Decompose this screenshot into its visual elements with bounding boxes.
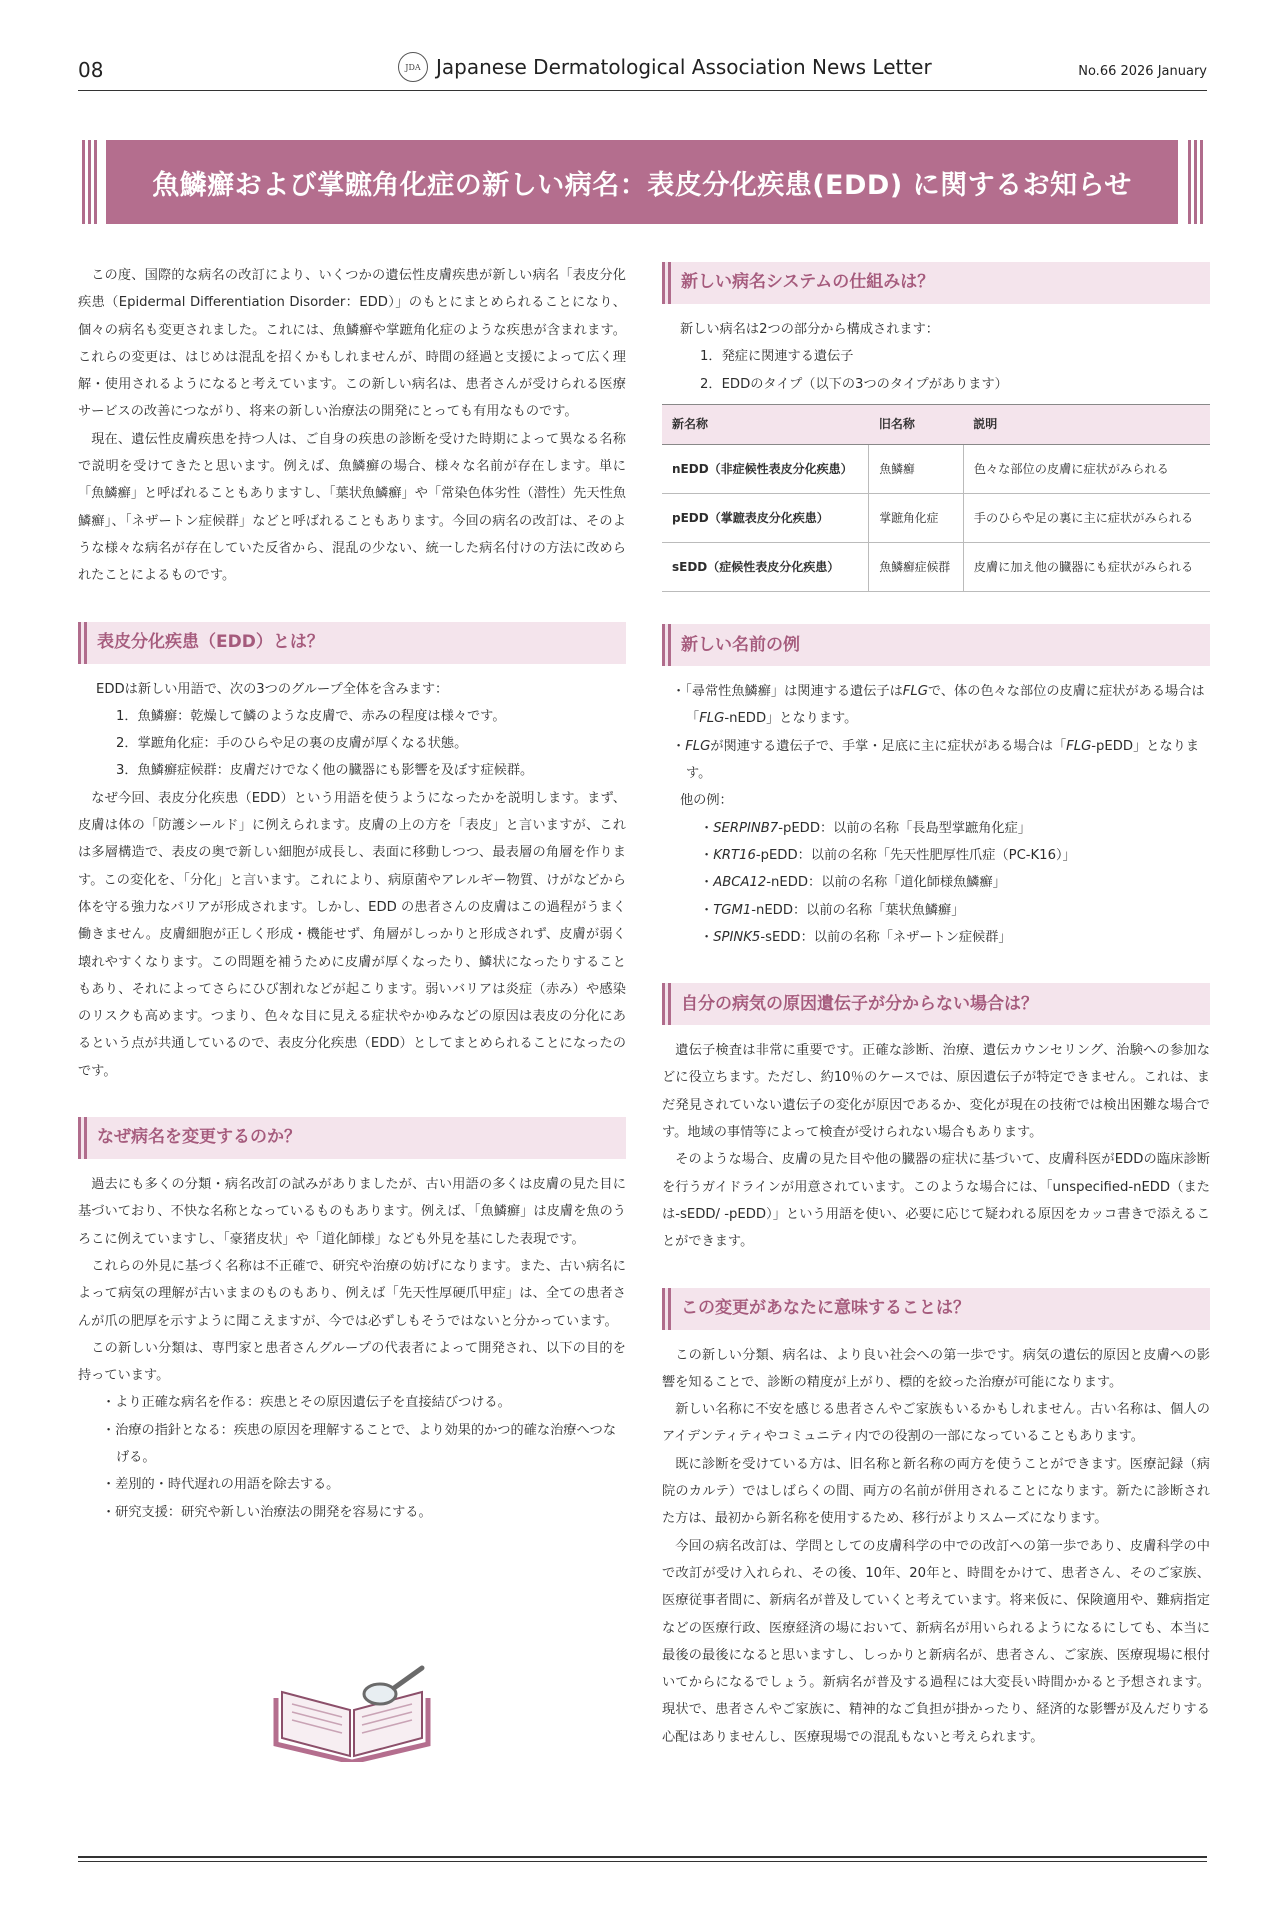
intro-paragraph: 現在、遺伝性皮膚疾患を持つ人は、ご自身の疾患の診断を受けた時期によって異なる名称で説明を受けてきたと思います。例えば、魚鱗癬の場合、様々な名前が存在します。単に「魚鱗癬」と呼ばれることもありますし、「葉状魚鱗癬」や「常染色体劣性（潜性）先天性魚鱗癬」、「ネザートン症候群」などと呼ばれることもあります。今回の病名の改訂は、そのような様々な病名が存在していた反省から、混乱の少ない、統一した病名付けの方法に改められたことによるものです。 [78,431,626,584]
table-cell: 掌蹠角化症 [869,494,963,543]
table-cell: 魚鱗癬 [869,445,963,494]
body-paragraph: なぜ今回、表皮分化疾患（EDD）という用語を使うようになったかを説明します。まず、皮膚は体の「防護シールド」に例えられます。皮膚の上の方を「表皮」と言いますが、これは多層構造で、表皮の奥で新しい細胞が成長し、表面に移動しつつ、最表層の角層を作ります。この変化を、「分化」と言います。これにより、病原菌やアレルギー物質、けがなどから体を守る強力なバリアが形成されます。しかし、EDD の患者さんの皮膚はこの過程がうまく働きません。皮膚細胞が正しく形成・機能せず、角層がしっかりと形成されず、皮膚が弱く壊れやすくなります。この問題を補うために皮膚が厚くなったり、鱗状になったりすることもあり、それによってさらにひび割れなどが起こります。弱いバリアは炎症（赤み）や感染のリスクも高めます。つまり、色々な目に見える症状やかゆみなどの原因は表皮の分化にあるという点が共通しているので、表皮分化疾患（EDD）としてまとめられることになったのです。 [78,790,626,1079]
body-paragraph: そのような場合、皮膚の見た目や他の臓器の症状に基づいて、皮膚科医がEDDの臨床診断を行うガイドラインが用意されています。このような場合には、「unspecified-nEDD（または-sEDD/ -pEDD）」という用語を使い、必要に応じて疑われる原因をカッコ書きで添えることができます。 [662,1152,1210,1250]
list-item: 2．掌蹠角化症：手のひらや足の裏の皮膚が厚くなる状態。 [116,736,468,752]
left-column [78,262,626,1526]
open-book-icon [262,1652,442,1762]
issue-label: No.66 2026 January [1078,64,1207,79]
section-title: 自分の病気の原因遺伝子が分からない場合は？ [681,993,1038,1014]
body-paragraph: 遺伝子検査は非常に重要です。正確な診断、治療、遺伝カウンセリング、治験への参加などに役立ちます。ただし、約10％のケースでは、原因遺伝子が特定できません。これは、まだ発見されていない遺伝子の変化が原因であるか、変化が現在の技術では検出困難な場合です。地域の事情等によって検査が受けられない場合もあります。 [662,1043,1210,1141]
section-title: なぜ病名を変更するのか？ [97,1127,301,1148]
table-cell: 皮膚に加え他の臓器にも症状がみられる [963,543,1210,592]
column-header: 新名称 [662,404,869,444]
table-cell: 手のひらや足の裏に主に症状がみられる [963,494,1210,543]
section-lead: EDDは新しい用語で、次の3つのグループ全体を含みます： [96,681,449,697]
page-number: 08 [78,58,104,82]
right-column [662,262,1210,1751]
example-item: ・TGM1-nEDD：以前の名称「葉状魚鱗癬」 [700,902,965,918]
list-item: 1．魚鱗癬：乾燥して鱗のような皮膚で、赤みの程度は様々です。 [116,708,506,724]
bullet-item: ・研究支援：研究や新しい治療法の開発を容易にする。 [102,1504,432,1520]
edd-type-table [662,404,1210,592]
header-rule [78,90,1207,91]
example-item: ・SERPINB7-pEDD：以前の名称「長島型掌蹠角化症」 [700,820,1031,836]
table-header-row [662,404,1210,444]
section-header-unknown-gene [662,983,1210,1025]
table-row [662,494,1210,543]
banner-stripes-left [78,140,100,224]
table-cell: 色々な部位の皮膚に症状がみられる [963,445,1210,494]
newsletter-title: Japanese Dermatological Association News Letter [436,55,932,79]
section-header-naming-system [662,262,1210,304]
section-header-what-it-means [662,1288,1210,1330]
body-paragraph: 既に診断を受けている方は、旧名称と新名称の両方を使うことができます。医療記録（病院のカルテ）ではしばらくの間、両方の名前が併用されることになります。新たに診断された方は、最初から新名称を使用するため、移行がよりスムーズになります。 [662,1456,1210,1527]
section-header-edd [78,622,626,664]
body-paragraph: 新しい名称に不安を感じる患者さんやご家族もいるかもしれません。古い名称は、個人のアイデンティティやコミュニティ内での役割の一部になっていることもあります。 [662,1402,1210,1445]
body-paragraph: これらの外見に基づく名称は不正確で、研究や治療の妨げになります。また、古い病名によって病気の理解が古いままのものもあり、例えば「先天性厚硬爪甲症」は、全ての患者さんが爪の肥厚を示すように聞こえますが、今では必ずしもそうではないと分かっています。 [78,1258,626,1329]
footer-rule [78,1856,1207,1858]
other-examples-label: 他の例： [680,793,733,809]
jda-logo-icon: JDA [398,52,428,82]
column-header: 説明 [963,404,1210,444]
bullet-item: ・差別的・時代遅れの用語を除去する。 [102,1477,340,1493]
table-cell: 魚鱗癬症候群 [869,543,963,592]
bullet-item: ・FLGが関連する遺伝子で、手掌・足底に主に症状がある場合は「FLG-pEDD」となります。 [672,738,1200,782]
section-title: 表皮分化疾患（EDD）とは？ [97,631,324,652]
body-paragraph: この新しい分類、病名は、より良い社会への第一歩です。病気の遺伝的原因と皮膚への影響を知ることで、診断の精度が上がり、標的を絞った治療が可能になります。 [662,1347,1210,1390]
body-paragraph: この新しい分類は、専門家と患者さんグループの代表者によって開発され、以下の目的を持っています。 [78,1340,626,1384]
section-title: この変更があなたに意味することは？ [681,1297,970,1318]
section-title: 新しい名前の例 [681,634,800,655]
table-cell: sEDD（症候性表皮分化疾患） [662,543,869,592]
article-banner [78,140,1206,224]
body-paragraph: 今回の病名改訂は、学問としての皮膚科学の中での改訂への第一歩であり、皮膚科学の中で改訂が受け入れられ、その後、10年、20年と、時間をかけて、患者さん、そのご家族、医療従事者間に、新病名が普及していくと考えています。将来仮に、保険適用や、難病指定などの医療行政、医療経済の場において、新病名が用いられるようになるにしても、本当に最後の最後になると思いますし、しっかりと新病名が、患者さん、ご家族、医療現場に根付いてからになるでしょう。新病名が普及する過程には大変長い時間かかると予想されます。現状で、患者さんやご家族に、精神的なご負担が掛かったり、経済的な影響が及んだりする心配はありませんし、医療現場での混乱もないと考えられます。 [662,1538,1210,1745]
footer-rule [78,1861,1207,1862]
page-header [78,52,1207,88]
table-row [662,543,1210,592]
list-item: 3．魚鱗癬症候群：皮膚だけでなく他の臓器にも影響を及ぼす症候群。 [116,763,534,779]
banner-stripes-right [1184,140,1206,224]
section-header-name-examples [662,624,1210,666]
banner-main [106,140,1178,224]
list-item: 2．EDDのタイプ（以下の3つのタイプがあります） [700,376,1008,392]
section-header-why-change [78,1117,626,1159]
bullet-item: ・より正確な病名を作る：疾患とその原因遺伝子を直接結びつける。 [102,1395,511,1411]
column-header: 旧名称 [869,404,963,444]
bullet-item: ・治療の指針となる：疾患の原因を理解することで、より効果的かつ的確な治療へつなげる。 [102,1422,617,1465]
article-title: 魚鱗癬および掌蹠角化症の新しい病名：表皮分化疾患(EDD) に関するお知らせ [152,169,1132,201]
example-item: ・ABCA12-nEDD：以前の名称「道化師様魚鱗癬」 [700,875,1006,891]
table-cell: nEDD（非症候性表皮分化疾患） [662,445,869,494]
example-item: ・KRT16-pEDD：以前の名称「先天性肥厚性爪症（PC-K16）」 [700,847,1076,863]
list-item: 1．発症に関連する遺伝子 [700,349,854,365]
bullet-item: ・「尋常性魚鱗癬」は関連する遺伝子はFLGで、体の色々な部位の皮膚に症状がある場合は「FLG-nEDD」となります。 [672,684,1205,727]
table-cell: pEDD（掌蹠表皮分化疾患） [662,494,869,543]
example-item: ・SPINK5-sEDD：以前の名称「ネザートン症候群」 [700,929,1012,945]
section-lead: 新しい病名は2つの部分から構成されます： [680,322,939,337]
body-paragraph: 過去にも多くの分類・病名改訂の試みがありましたが、古い用語の多くは皮膚の見た目に基づいており、不快な名称となっているものもあります。例えば、「魚鱗癬」は皮膚を魚のうろこに例えていますし、「豪猪皮状」や「道化師様」なども外見を基にした表現です。 [78,1177,626,1247]
section-title: 新しい病名システムの仕組みは？ [681,272,935,293]
table-row [662,445,1210,494]
newsletter-title-block [398,52,932,82]
intro-paragraph: この度、国際的な病名の改訂により、いくつかの遺伝性皮膚疾患が新しい病名「表皮分化疾患（Epidermal Differentiation Disorder：EDD）」のもとにまとめられることになり、個々の病名も変更されました。これには、魚鱗癬や掌蹠角化症のような疾患が含まれます。これらの変更は、はじめは混乱を招くかもしれませんが、時間の経過と支援によって広く理解・使用されるようになると考えています。この新しい病名は、患者さんが受けられる医療サービスの改善につながり、将来の新しい治療法の開発にとっても有用なものです。 [78,268,626,420]
